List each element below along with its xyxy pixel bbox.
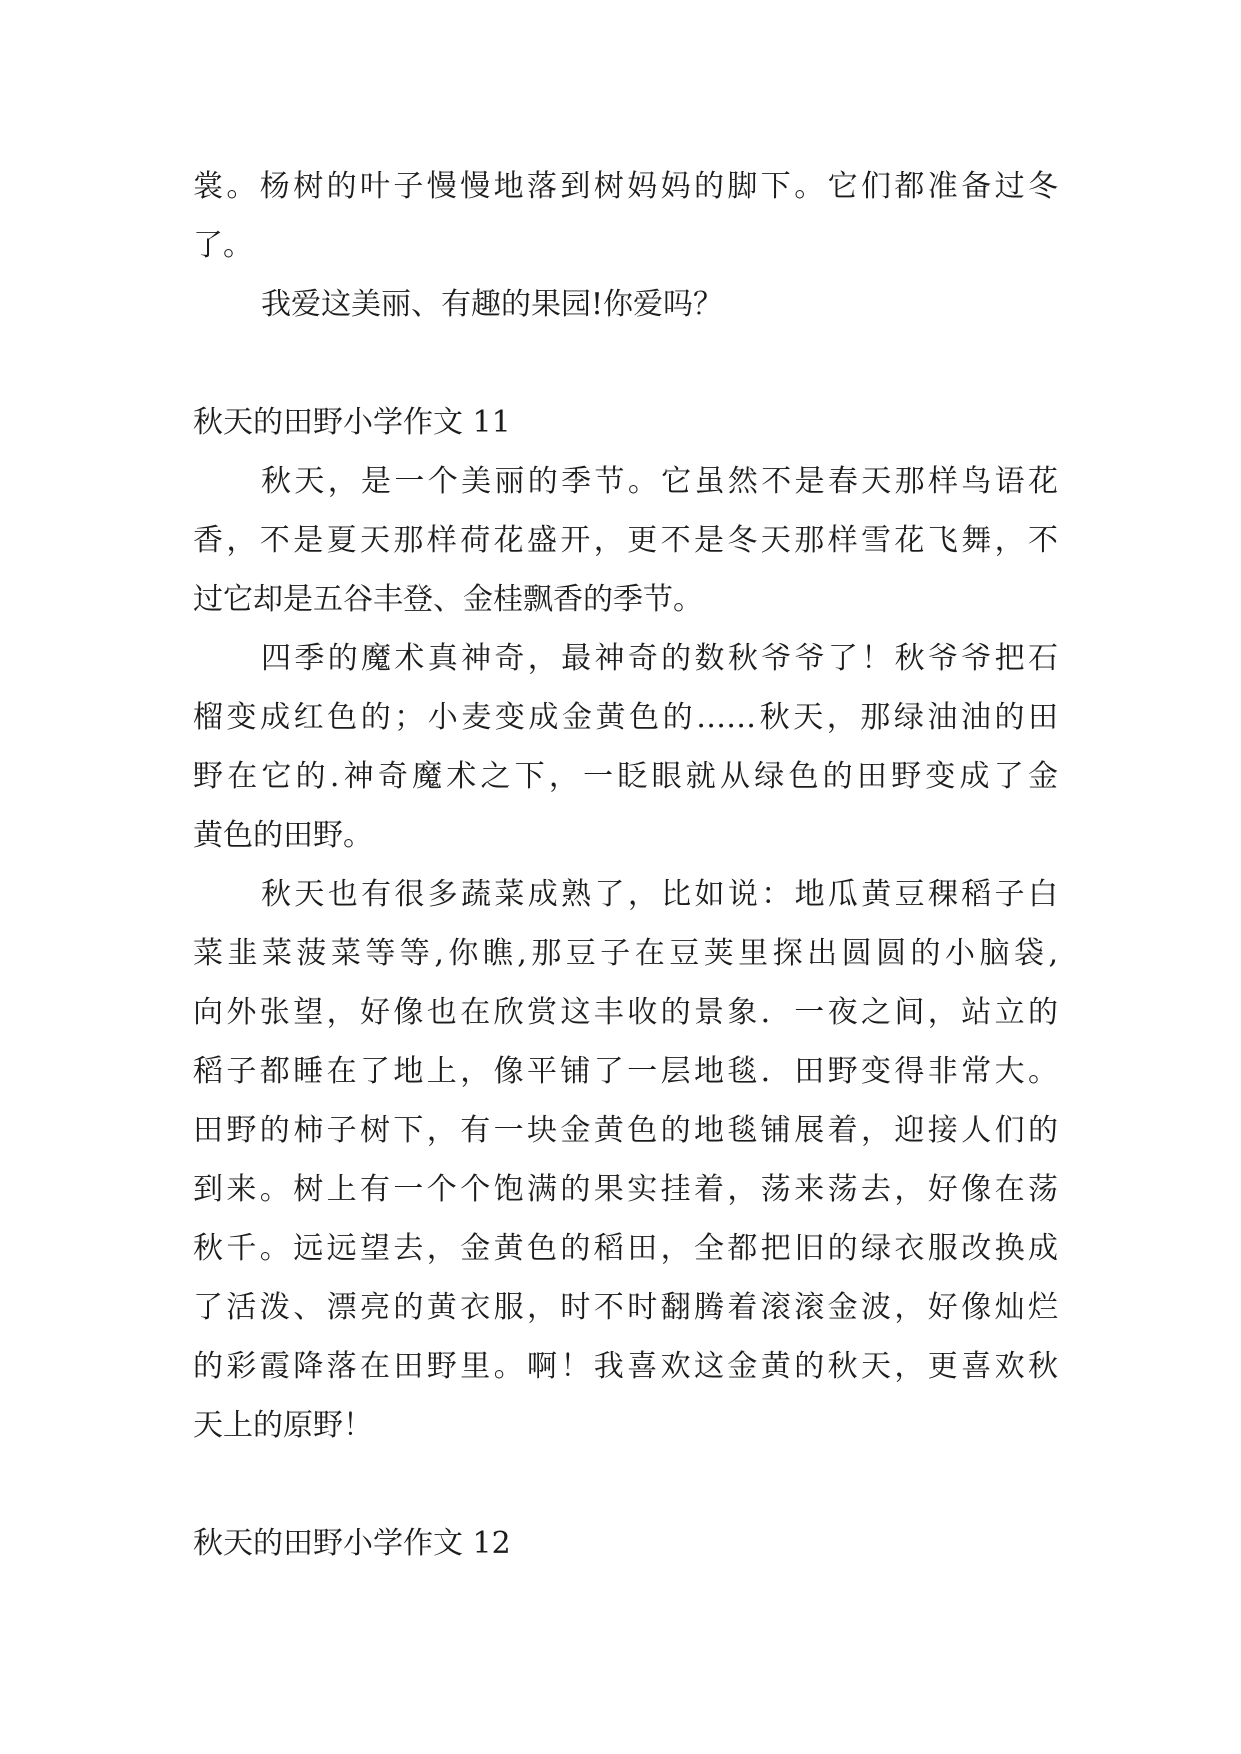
paragraph-line: 黄色的田野。: [193, 818, 373, 853]
paragraph-line: 了活泼、漂亮的黄衣服，时不时翻腾着滚滚金波，好像灿烂: [193, 1290, 1058, 1325]
paragraph-line: 向外张望，好像也在欣赏这丰收的景象．一夜之间，站立的: [193, 995, 1058, 1030]
paragraph-line: 菜韭菜菠菜等等,你瞧,那豆子在豆荚里探出圆圆的小脑袋,: [193, 936, 1058, 971]
paragraph-line: 过它却是五谷丰登、金桂飘香的季节。: [193, 582, 703, 617]
paragraph-line: 秋天，是一个美丽的季节。它虽然不是春天那样鸟语花: [261, 464, 1058, 499]
text-column: [193, 157, 1058, 1573]
paragraph-line: 天上的原野！: [193, 1408, 373, 1443]
essay-heading: 秋天的田野小学作文 11: [193, 405, 511, 440]
paragraph-line: 的彩霞降落在田野里。啊！我喜欢这金黄的秋天，更喜欢秋: [193, 1349, 1058, 1384]
text-line: 了。: [193, 228, 253, 263]
text-line: 裳。杨树的叶子慢慢地落到树妈妈的脚下。它们都准备过冬: [193, 169, 1058, 204]
paragraph-line: 稻子都睡在了地上，像平铺了一层地毯．田野变得非常大。: [193, 1054, 1058, 1089]
paragraph-line: 榴变成红色的；小麦变成金黄色的……秋天，那绿油油的田: [193, 700, 1058, 735]
essay-heading: 秋天的田野小学作文 12: [193, 1526, 511, 1561]
paragraph-line: 秋千。远远望去，金黄色的稻田，全都把旧的绿衣服改换成: [193, 1231, 1058, 1266]
blank-line: [193, 1455, 1058, 1514]
paragraph-line: 秋天也有很多蔬菜成熟了，比如说：地瓜黄豆稞稻子白: [261, 877, 1058, 912]
closing-line: 我爱这美丽、有趣的果园!你爱吗？: [261, 287, 724, 322]
paragraph-line: 四季的魔术真神奇，最神奇的数秋爷爷了！秋爷爷把石: [261, 641, 1058, 676]
paragraph-line: 田野的柿子树下，有一块金黄色的地毯铺展着，迎接人们的: [193, 1113, 1058, 1148]
paragraph-line: 香，不是夏天那样荷花盛开，更不是冬天那样雪花飞舞，不: [193, 523, 1058, 558]
paragraph-line: 野在它的.神奇魔术之下，一眨眼就从绿色的田野变成了金: [193, 759, 1058, 794]
blank-line: [193, 334, 1058, 393]
paragraph-line: 到来。树上有一个个饱满的果实挂着，荡来荡去，好像在荡: [193, 1172, 1058, 1207]
